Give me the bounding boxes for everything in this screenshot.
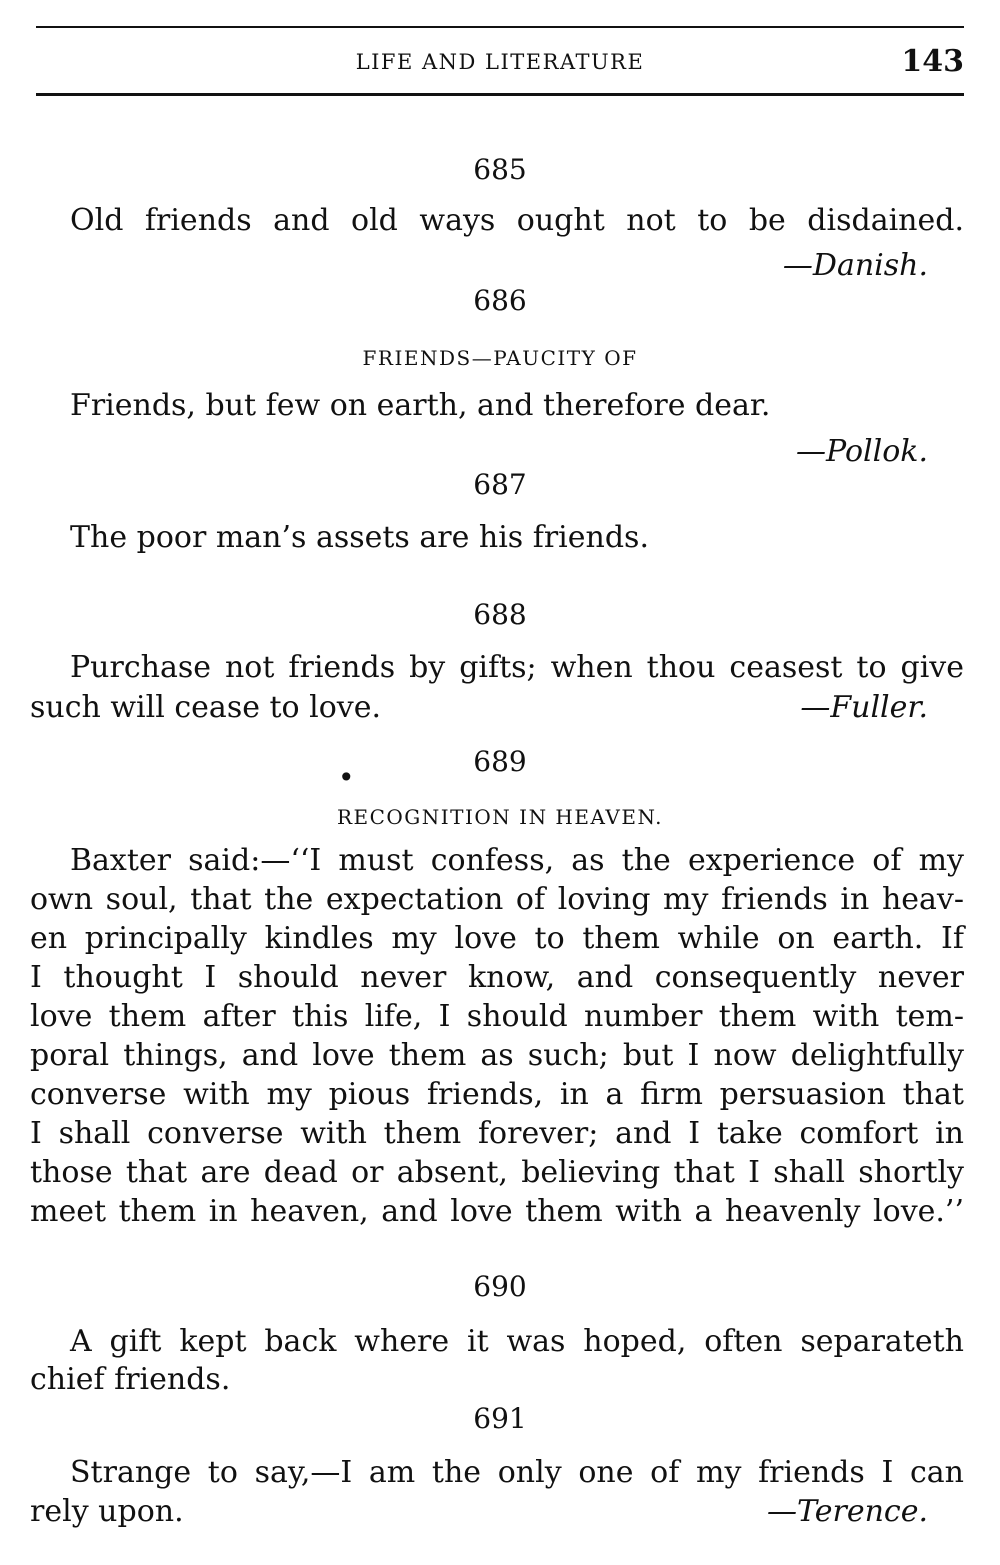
running-title: LIFE AND LITERATURE [355, 50, 645, 74]
entry-691-attribution: —Terence. [767, 1494, 928, 1529]
entry-688-line-2: such will cease to love. [30, 690, 382, 725]
entry-689-line-8: I shall converse with them forever; and I take comfort in [30, 1116, 964, 1151]
entry-688-attribution: —Fuller. [800, 690, 928, 725]
entry-689-line-1: Baxter said:—‘‘I must confess, as the experience of my [70, 843, 964, 878]
entry-689-line-9: those that are dead or absent, believing that I shall shortly [30, 1155, 964, 1190]
entry-686-attribution: —Pollok. [796, 434, 928, 469]
entry-688-line-1: Purchase not friends by gifts; when thou ceasest to give [70, 650, 964, 685]
entry-689-line-10: meet them in heaven, and love them with a heavenly love.’’ [30, 1194, 964, 1229]
entry-number-686: 686 [473, 284, 527, 317]
entry-689-line-2: own soul, that the expectation of loving my friends in heav- [30, 882, 964, 917]
entry-number-685: 685 [473, 153, 527, 186]
entry-number-687: 687 [473, 468, 527, 501]
stray-print-mark: • [338, 761, 355, 794]
entry-686-heading: FRIENDS—PAUCITY OF [362, 346, 638, 370]
entry-689-line-7: converse with my pious friends, in a firm persuasion that [30, 1077, 964, 1112]
entry-number-688: 688 [473, 598, 527, 631]
entry-690-line-2: chief friends. [30, 1362, 231, 1397]
entry-number-691: 691 [473, 1402, 527, 1435]
entry-690-line-1: A gift kept back where it was hoped, often separateth [70, 1324, 964, 1359]
entry-689-line-4: I thought I should never know, and consequently never [30, 960, 964, 995]
entry-691-line-1: Strange to say,—I am the only one of my friends I can [70, 1455, 964, 1490]
header-top-rule [36, 26, 964, 28]
entry-689-line-3: en principally kindles my love to them while on earth. If [30, 921, 964, 956]
entry-686-line-1: Friends, but few on earth, and therefore dear. [70, 388, 771, 423]
entry-689-line-5: love them after this life, I should number them with tem- [30, 999, 964, 1034]
entry-685-attribution: —Danish. [782, 248, 928, 283]
entry-number-689: 689 [473, 745, 527, 778]
page-number: 143 [901, 44, 964, 79]
entry-691-line-2: rely upon. [30, 1494, 184, 1529]
entry-689-line-6: poral things, and love them as such; but I now delightfully [30, 1038, 964, 1073]
entry-689-heading: RECOGNITION IN HEAVEN. [336, 805, 664, 829]
entry-number-690: 690 [473, 1270, 527, 1303]
entry-687-line-1: The poor man’s assets are his friends. [70, 520, 649, 555]
entry-685-line-1: Old friends and old ways ought not to be disdained. [70, 203, 964, 238]
header-bottom-rule [36, 93, 964, 96]
